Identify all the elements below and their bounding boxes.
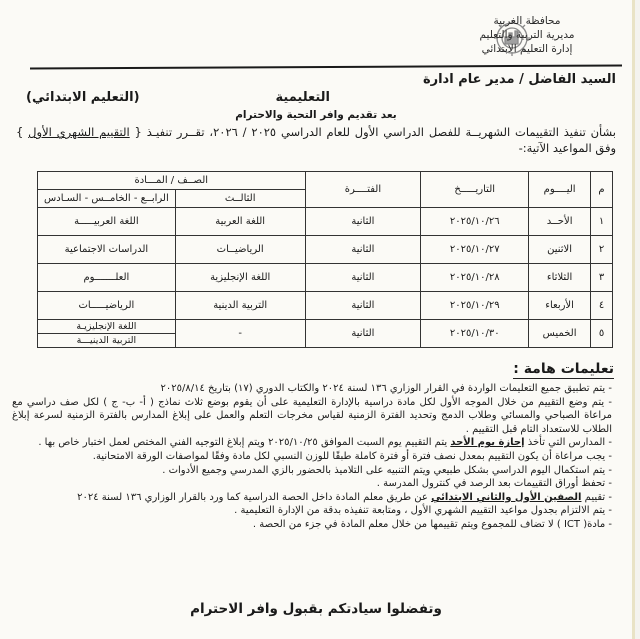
row-period: الثانية (305, 264, 421, 292)
note-item: - يتم استكمال اليوم الدراسي بشكل طبيعي ويتم التنبيه على التلاميذ بالحضور بالزي المدرسي وجميع الأدوات . (162, 464, 612, 476)
row-date: ٢٠٢٥/١٠/٣٠ (421, 320, 529, 348)
row-third: اللغة العربية (175, 208, 305, 236)
header-num: م (591, 172, 613, 208)
addressee-dept: (التعليم الابتدائي) (26, 90, 140, 105)
row-period: الثانية (305, 292, 421, 320)
row-upper: اللغة العربيـــــة (38, 208, 176, 236)
notes-title: تعليمات هامة : (513, 361, 614, 377)
row-third: الرياضيــات (175, 236, 305, 264)
row-date: ٢٠٢٥/١٠/٢٧ (421, 236, 529, 264)
note-text: يتم التقييم يوم السبت الموافق ٢٠٢٥/١٠/٢٥ ويتم إبلاغ التوجيه الفني المختص لعمل اختبار خاص بها . (38, 437, 448, 449)
closing-line: وتفضلوا سيادتكم بقبول وافر الاحترام (190, 601, 442, 617)
row-date: ٢٠٢٥/١٠/٢٩ (421, 292, 529, 320)
note-item: - مادة( ICT ) لا تضاف للمجموع ويتم تقييمها من خلال معلم المادة في جزء من الحصة . (252, 518, 612, 530)
row-third: التربية الدينية (175, 292, 305, 320)
row-day: الثلاثاء (529, 264, 591, 292)
note-item: - يتم وضع التقييم من خلال الموجه الأول لكل مادة دراسية بالإدارة التعليمية على أن يقوم بوضع ثلاث نماذج ( أ- ب- ج ) لكل صف دراسي مع مراعاة الصباحي والمسائي وطلاب الدمج وتحديد الفترة الزمنية لقياس مخرجات التعلم والعمل على إبلاغ المدارس بالفترة الزمنية لسرعة إبلاغ الطلاب للاستعداد التام قبل التقييم . (12, 396, 612, 435)
subject-underlined: التقييم الشهري الأول (28, 125, 130, 139)
table-header-row (38, 172, 613, 190)
row-date: ٢٠٢٥/١٠/٢٦ (421, 208, 529, 236)
header-governorate: محافظة الغربية (493, 15, 561, 27)
subject (16, 124, 616, 156)
note-text: - تقييم (584, 491, 612, 503)
addressee-line: السيد الفاضل / مدير عام ادارة (422, 72, 616, 87)
row-day: الخميس (529, 320, 591, 348)
row-period: الثانية (305, 320, 421, 348)
note-underlined: الصفين الأول والثاني الابتدائي (431, 491, 582, 503)
note-item: - يتم تطبيق جميع التعليمات الواردة في القرار الوزاري ١٣٦ لسنة ٢٠٢٤ والكتاب الدوري (١٧) بتاريخ ٢٠٢٥/٨/١٤ (160, 383, 612, 394)
row-third: - (175, 320, 305, 348)
note-text: - المدارس التي تأخذ (527, 437, 612, 449)
row-day: الاثنين (529, 236, 591, 264)
note-item: - يتم الالتزام بجدول مواعيد التقييم الشهري الأول ، ومتابعة تنفيذه بدقة من الإدارة التعليمية . (234, 505, 612, 517)
row-date: ٢٠٢٥/١٠/٢٨ (421, 264, 529, 292)
row-upper-second: التربية الدينيـــة (38, 334, 176, 348)
row-third: اللغة الإنجليزية (175, 264, 305, 292)
header-administration: إدارة التعليم الابتدائي (481, 43, 573, 55)
subject-text-end: } وفق المواعيد الآتية:- (16, 125, 616, 155)
note-underlined: إجازة يوم الأحد (450, 437, 525, 449)
table-row (38, 264, 613, 292)
note-item: - تحفظ أوراق التقييمات بعد الرصد في كنترول المدرسة . (376, 478, 612, 490)
row-day: الأربعاء (529, 292, 591, 320)
subject-brace: { (134, 125, 142, 139)
row-period: الثانية (305, 208, 421, 236)
header-date: التاريـــــخ (421, 172, 529, 208)
row-num: ٤ (591, 292, 613, 320)
addressee-educational: التعليمية (275, 90, 331, 105)
note-text: عن طريق معلم المادة داخل الحصة الدراسية كما ورد بالقرار الوزاري ١٣٦ لسنة ٢٠٢٤ (77, 491, 428, 503)
row-period: الثانية (305, 236, 421, 264)
row-num: ٥ (591, 320, 613, 348)
header-third: الثالــث (175, 190, 305, 208)
header-directorate: مديرية التربية والتعليم (479, 29, 575, 41)
note-item (12, 436, 612, 450)
header-day: اليــــوم (529, 172, 591, 208)
note-item: - يجب مراعاة أن يكون التقييم بمعدل نصف فترة أو فترة كاملة طبقًا للوزن النسبي لكل مادة وفقًا لمواصفات الورقة الامتحانية. (92, 450, 612, 462)
row-num: ٣ (591, 264, 613, 292)
table-row (38, 236, 613, 264)
issuer-header (442, 14, 612, 56)
schedule-table (37, 171, 613, 348)
header-grade-subject: الصــف / المـــادة (38, 172, 306, 190)
table-row (38, 292, 613, 320)
row-day: الأحــد (529, 208, 591, 236)
subject-text: بشأن تنفيذ التقييمات الشهريــة للفصل الدراسي الأول للعام الدراسي ٢٠٢٥ / ٢٠٢٦، تقــرر تنفيـذ (146, 125, 617, 139)
row-upper: الدراسات الاجتماعية (38, 236, 176, 264)
row-upper: العلـــــــوم (38, 264, 176, 292)
row-num: ٢ (591, 236, 613, 264)
row-upper: اللغة الإنجليزيـة (38, 320, 176, 334)
header-divider (30, 64, 622, 69)
header-period: الفتــــرة (305, 172, 421, 208)
note-item (12, 491, 612, 505)
table-row (38, 208, 613, 236)
table-row (38, 320, 613, 334)
greeting: بعد تقديم وافر التحية والاحترام (235, 109, 397, 121)
notes-list (12, 382, 612, 532)
row-num: ١ (591, 208, 613, 236)
addressee (16, 71, 616, 107)
row-upper: الرياضيـــــات (38, 292, 176, 320)
header-fourth-sixth: الرابــع - الخامــس - السـادس (38, 190, 176, 208)
